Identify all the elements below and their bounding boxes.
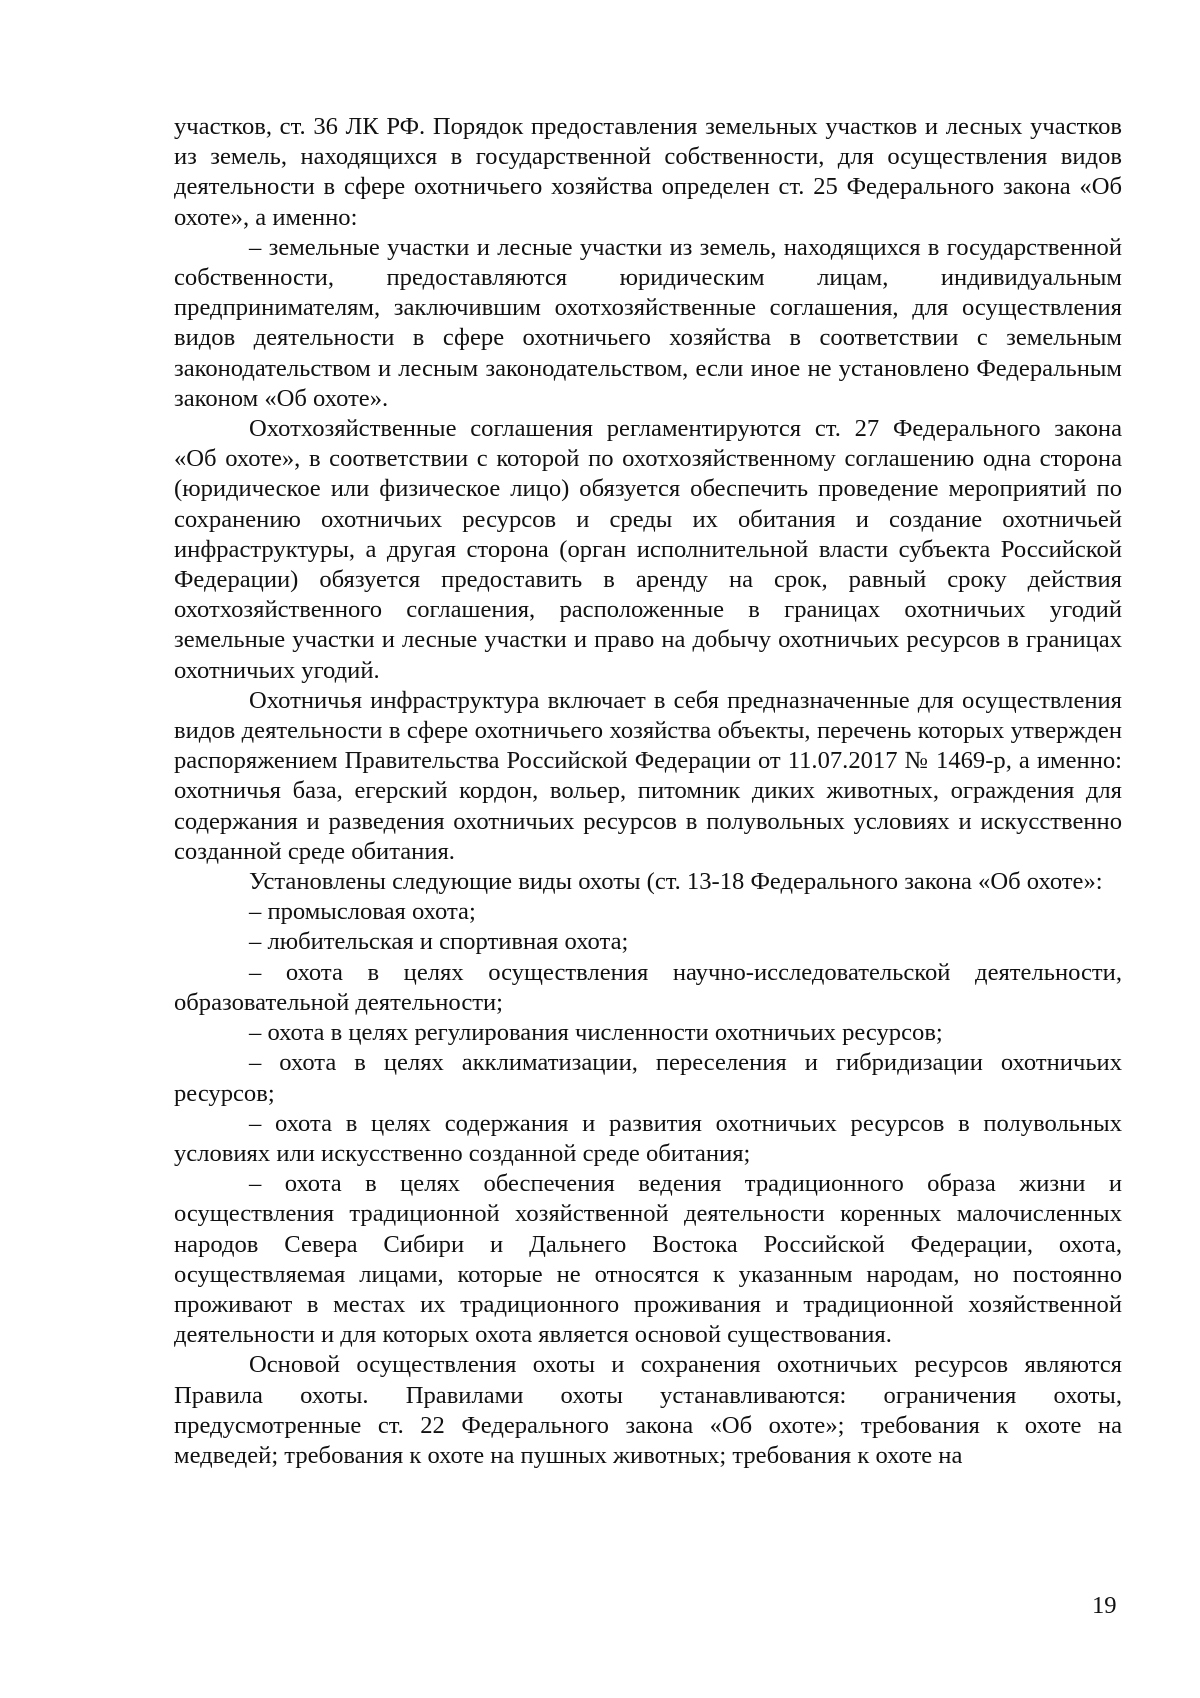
list-item: – охота в целях акклиматизации, переселения и гибридизации охотничьих ресурсов; — [174, 1049, 1122, 1107]
list-item: – охота в целях регулирования численности охотничьих ресурсов; — [249, 1019, 943, 1047]
list-item: – охота в целях обеспечения ведения традиционного образа жизни и осуществления традиционной хозяйственной деятельности коренных малочисленных народов Севера Сибири и Дальнего Востока Российской Федерации, охота, осуществляемая лицами, которые не относятся к указанным народам, но постоянно проживают в местах их традиционного проживания и традиционной хозяйственной деятельности и для которых охота является основой существования. — [174, 1170, 1122, 1349]
list-item: – охота в целях осуществления научно-исследовательской деятельности, образовательной деятельности; — [174, 958, 1122, 1016]
paragraph-land-plots: – земельные участки и лесные участки из земель, находящихся в государственной собственности, предоставляются юридическим лицам, индивидуальным предпринимателям, заключившим охотхозяйственные соглашения, для осуществления видов деятельности в сфере охотничьего хозяйства в соответствии с земельным законодательством и лесным законодательством, если иное не установлено Федеральным законом «Об охоте». — [174, 233, 1122, 412]
hunting-types-list — [174, 897, 1122, 1350]
paragraph-continuation: участков, ст. 36 ЛК РФ. Порядок предоставления земельных участков и лесных участков из земель, находящихся в государственной собственности, для осуществления видов деятельности в сфере охотничьего хозяйства определен ст. 25 Федерального закона «Об охоте», а именно: — [174, 113, 1122, 231]
page-number: 19 — [1092, 1592, 1117, 1619]
document-page — [174, 112, 1122, 1471]
paragraph-agreements: Охотхозяйственные соглашения регламентируются ст. 27 Федерального закона «Об охоте», в соответствии с которой по охотхозяйственному соглашению одна сторона (юридическое или физическое лицо) обязуется обеспечить проведение мероприятий по сохранению охотничьих ресурсов и среды их обитания и создание охотничьей инфраструктуры, а другая сторона (орган исполнительной власти субъекта Российской Федерации) обязуется предоставить в аренду на срок, равный сроку действия охотхозяйственного соглашения, расположенные в границах охотничьих угодий земельные участки и лесные участки и право на добычу охотничьих ресурсов в границах охотничьих угодий. — [174, 415, 1122, 684]
paragraph-infrastructure: Охотничья инфраструктура включает в себя предназначенные для осуществления видов деятельности в сфере охотничьего хозяйства объекты, перечень которых утвержден распоряжением Правительства Российской Федерации от 11.07.2017 № 1469-р, а именно: охотничья база, егерский кордон, вольер, питомник диких животных, ограждения для содержания и разведения охотничьих ресурсов в полувольных условиях и искусственно созданной среде обитания. — [174, 686, 1122, 865]
list-item: – промысловая охота; — [249, 898, 476, 926]
paragraph-hunting-rules: Основой осуществления охоты и сохранения охотничьих ресурсов являются Правила охоты. Правилами охоты устанавливаются: ограничения охоты, предусмотренные ст. 22 Федерального закона «Об охоте»; требования к охоте на медведей; требования к охоте на пушных животных; требования к охоте на — [174, 1351, 1122, 1469]
list-item: – любительская и спортивная охота; — [249, 928, 629, 956]
list-item: – охота в целях содержания и развития охотничьих ресурсов в полувольных условиях или искусственно созданной среде обитания; — [174, 1109, 1122, 1167]
paragraph-hunting-types-intro: Установлены следующие виды охоты (ст. 13-18 Федерального закона «Об охоте»: — [249, 868, 1103, 896]
